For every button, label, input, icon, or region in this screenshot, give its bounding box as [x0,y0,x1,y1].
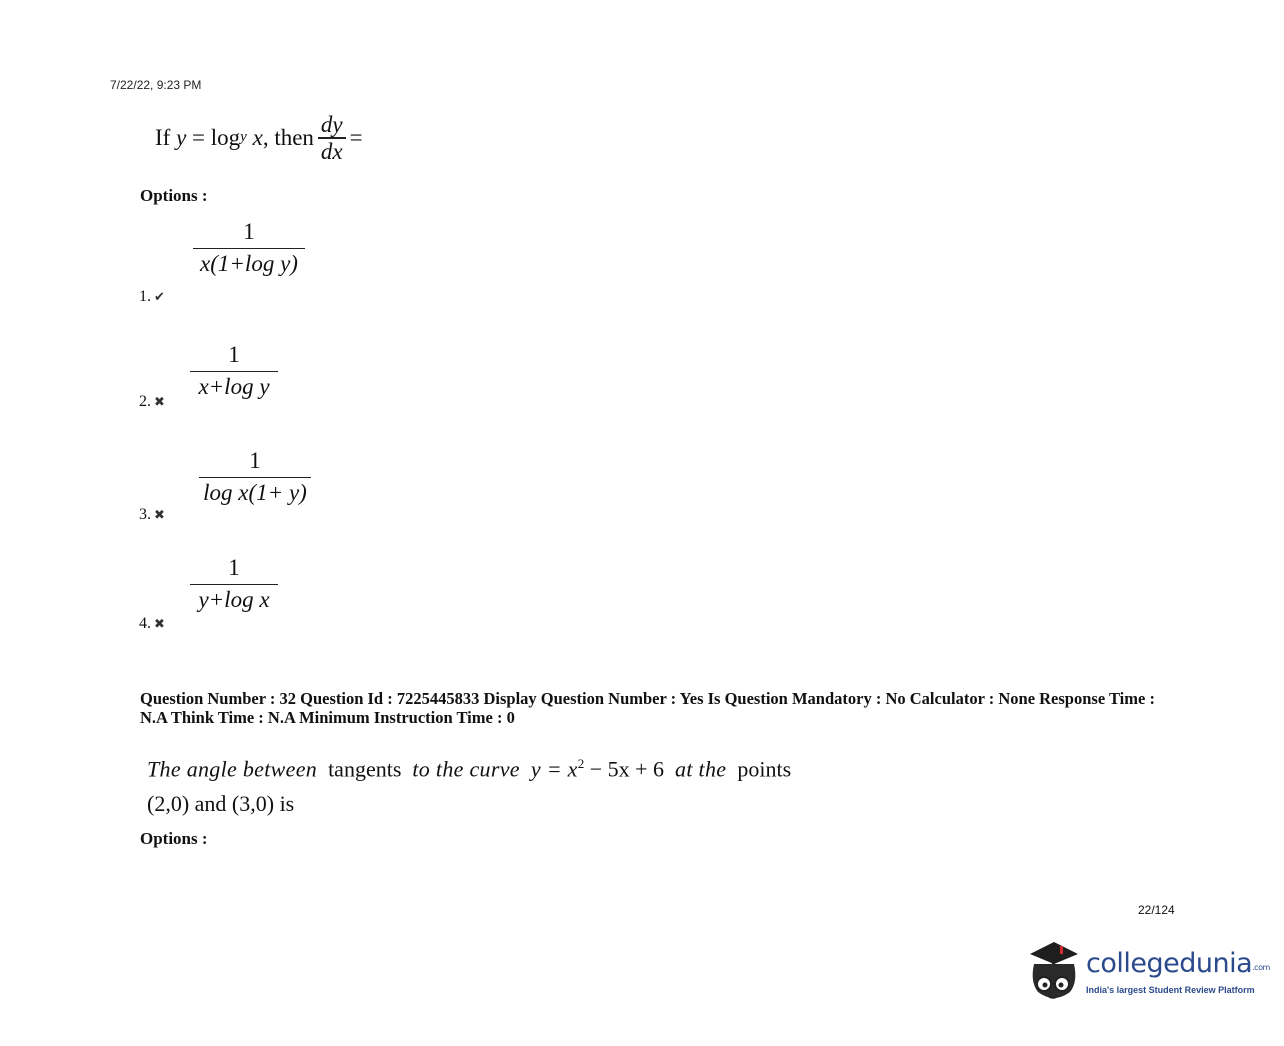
q1-lead: If [155,124,171,150]
question-2-line-1: The angle between tangents to the curve $y = x^2 - 5x + 6$ at the points [147,756,792,782]
option-3-numerator: 1 [249,448,261,473]
option-4 [139,615,165,633]
check-icon: ✔ [154,289,165,305]
option-2 [139,393,165,411]
cross-icon: ✖ [154,507,165,523]
q1-log-base: y [240,129,247,146]
q1-derivative-num: dy [320,112,343,137]
option-2-numerator: 1 [228,342,240,367]
brand-name: collegedunia.com [1086,948,1270,979]
option-1-number: 1. [139,288,151,305]
option-3-denominator: log x(1+ y) [203,480,307,506]
question-2-line-2: (2,0) and (3,0) is [147,791,295,817]
option-4-denominator: y+log x [198,587,270,613]
q1-then: , then [262,124,314,150]
q1-log: log [210,124,241,150]
collegedunia-logo [1024,940,1270,1004]
options-label: Options : [140,186,208,205]
mascot-icon [1024,940,1084,1004]
option-2-number: 2. [139,393,151,410]
cross-icon: ✖ [154,616,165,632]
q1-y: y [176,124,187,150]
question-2-text [147,746,791,821]
brand-suffix: .com [1252,963,1270,972]
option-3 [139,506,165,524]
question-1-text [155,112,363,164]
q1-x: x [252,124,263,150]
option-1-numerator: 1 [243,219,255,244]
cross-icon: ✖ [154,394,165,410]
option-1-denominator: x(1+log y) [200,251,298,277]
option-1 [139,288,165,306]
question-2-metadata: Question Number : 32 Question Id : 7225445833 Display Question Number : Yes Is Question Mandatory : No Calculator : None Response Time : N.A Think Time : N.A Minimum Instruction Time : 0 [140,689,1155,727]
option-3-number: 3. [139,506,151,523]
option-2-fraction [190,342,278,400]
option-3-fraction [199,448,311,506]
option-2-denominator: x+log y [198,374,270,400]
brand-tagline: India's largest Student Review Platform [1086,985,1255,995]
options-label-2: Options : [140,829,208,848]
timestamp: 7/22/22, 9:23 PM [110,78,202,92]
q1-derivative-den: dx [320,138,343,164]
q1-eq: = [192,124,206,150]
page-number: 22/124 [1138,903,1175,917]
option-4-numerator: 1 [228,555,240,580]
q1-derivative [318,112,346,164]
option-1-fraction [193,219,305,277]
option-4-fraction [190,555,278,613]
option-4-number: 4. [139,615,151,632]
q1-tail: = [349,124,363,150]
